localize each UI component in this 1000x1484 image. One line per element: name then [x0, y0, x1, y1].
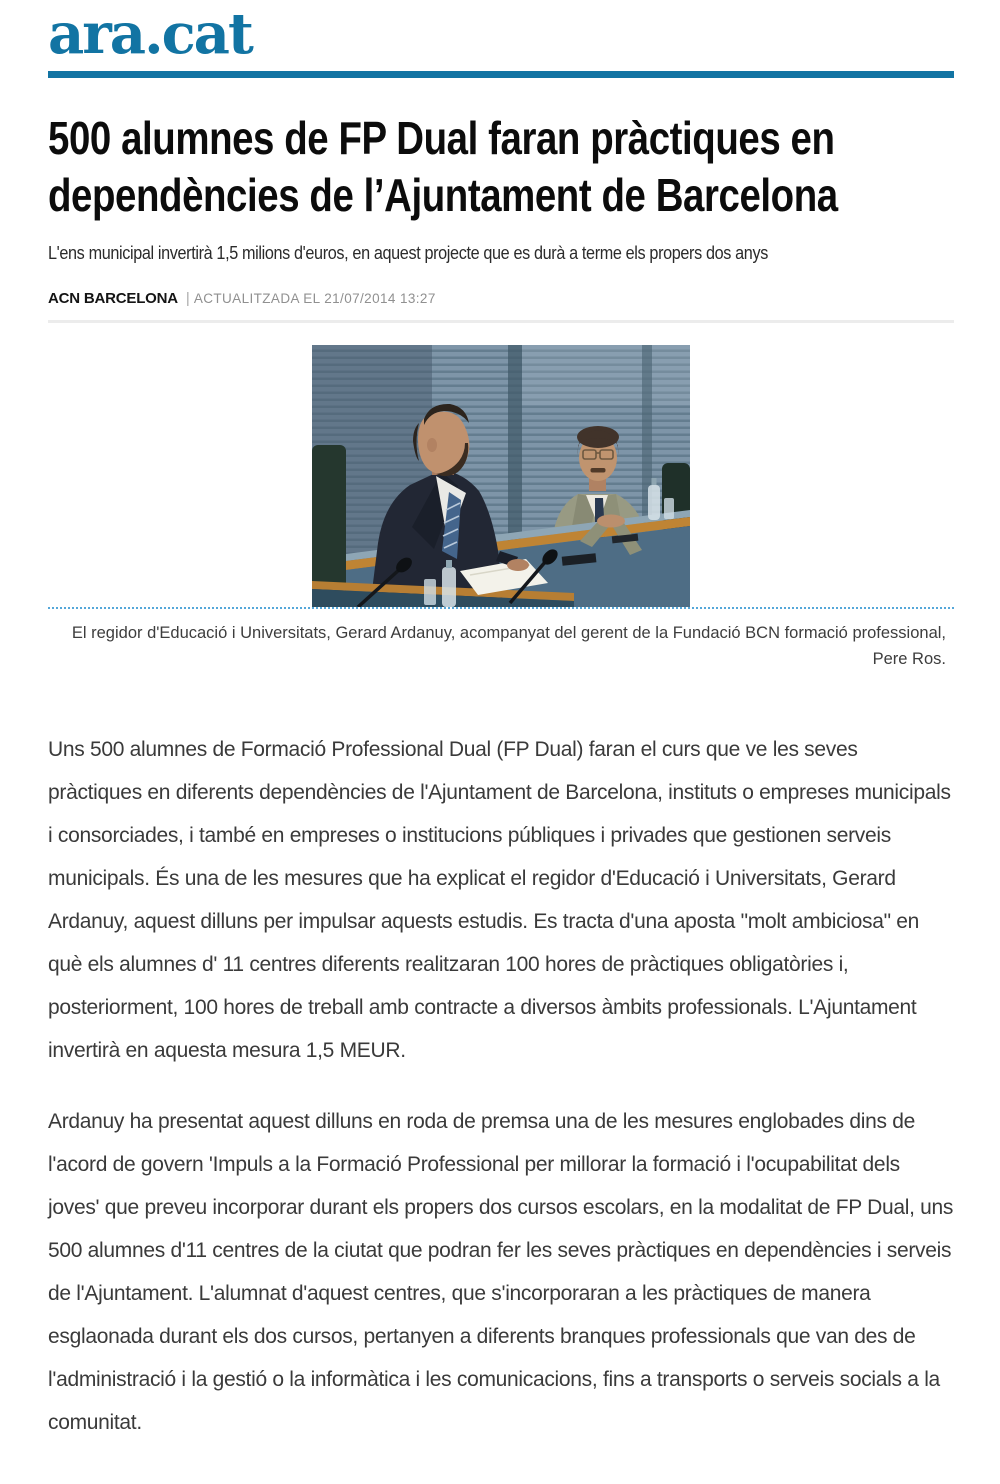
site-logo[interactable]: ara.cat	[48, 1, 252, 67]
byline-author: ACN BARCELONA	[48, 290, 178, 307]
article	[48, 110, 954, 1444]
photo-row	[48, 345, 954, 609]
article-paragraph-2: Ardanuy ha presentat aquest dilluns en roda de premsa una de les mesures englobades dins de l'acord de govern 'Impuls a la Formació Professional per millorar la formació i l'ocupabilitat dels joves' que preveu incorporar durant els propers dos cursos escolars, en la modalitat de FP Dual, uns 500 alumnes d'11 centres de la ciutat que podran fer les seves pràctiques en dependències i serveis de l'Ajuntament. L'alumnat d'aquest centres, que s'incorporaran a les pràctiques de manera esglaonada durant els dos cursos, pertanyen a diferents branques professionals que van des de l'administració i la gestió o la informàtica i les comunicacions, fins a transports o serveis socials a la comunitat.	[48, 1110, 954, 1434]
article-paragraph-1: Uns 500 alumnes de Formació Professional Dual (FP Dual) faran el curs que ve les seves pràctiques en diferents dependències de l'Ajuntament de Barcelona, instituts o empreses municipals i consorciades, i també en empreses o institucions públiques i privades que gestionen serveis municipals. És una de les mesures que ha explicat el regidor d'Educació i Universitats, Gerard Ardanuy, aquest dilluns per impulsar aquests estudis. Es tracta d'una aposta "molt ambiciosa" en què els alumnes d' 11 centres diferents realitzaran 100 hores de pràctiques obligatòries i, posteriorment, 100 hores de treball amb contracte a diversos àmbits professionals. L'Ajuntament invertirà en aquesta mesura 1,5 MEUR.	[48, 738, 951, 1062]
byline-updated: ACTUALITZADA EL 21/07/2014 13:27	[193, 291, 436, 306]
byline	[48, 290, 954, 307]
photo-caption: El regidor d'Educació i Universitats, Gerard Ardanuy, acompanyat del gerent de la Fundació BCN formació professional, Pere Ros.	[71, 624, 946, 668]
article-figure	[48, 345, 954, 672]
subheadline: L'ens municipal invertirà 1,5 milions d'euros, en aquest projecte que es durà a terme els propers dos anys	[48, 243, 768, 263]
headline: 500 alumnes de FP Dual faran pràctiques en dependències de l’Ajuntament de Barcelona	[48, 112, 838, 221]
site-header	[48, 1, 954, 78]
article-photo	[312, 345, 690, 607]
photo-dotted-rule	[48, 607, 954, 609]
brand-rule	[48, 71, 954, 78]
byline-divider	[48, 320, 954, 323]
byline-separator: |	[185, 290, 190, 307]
press-conference-image	[312, 345, 690, 607]
